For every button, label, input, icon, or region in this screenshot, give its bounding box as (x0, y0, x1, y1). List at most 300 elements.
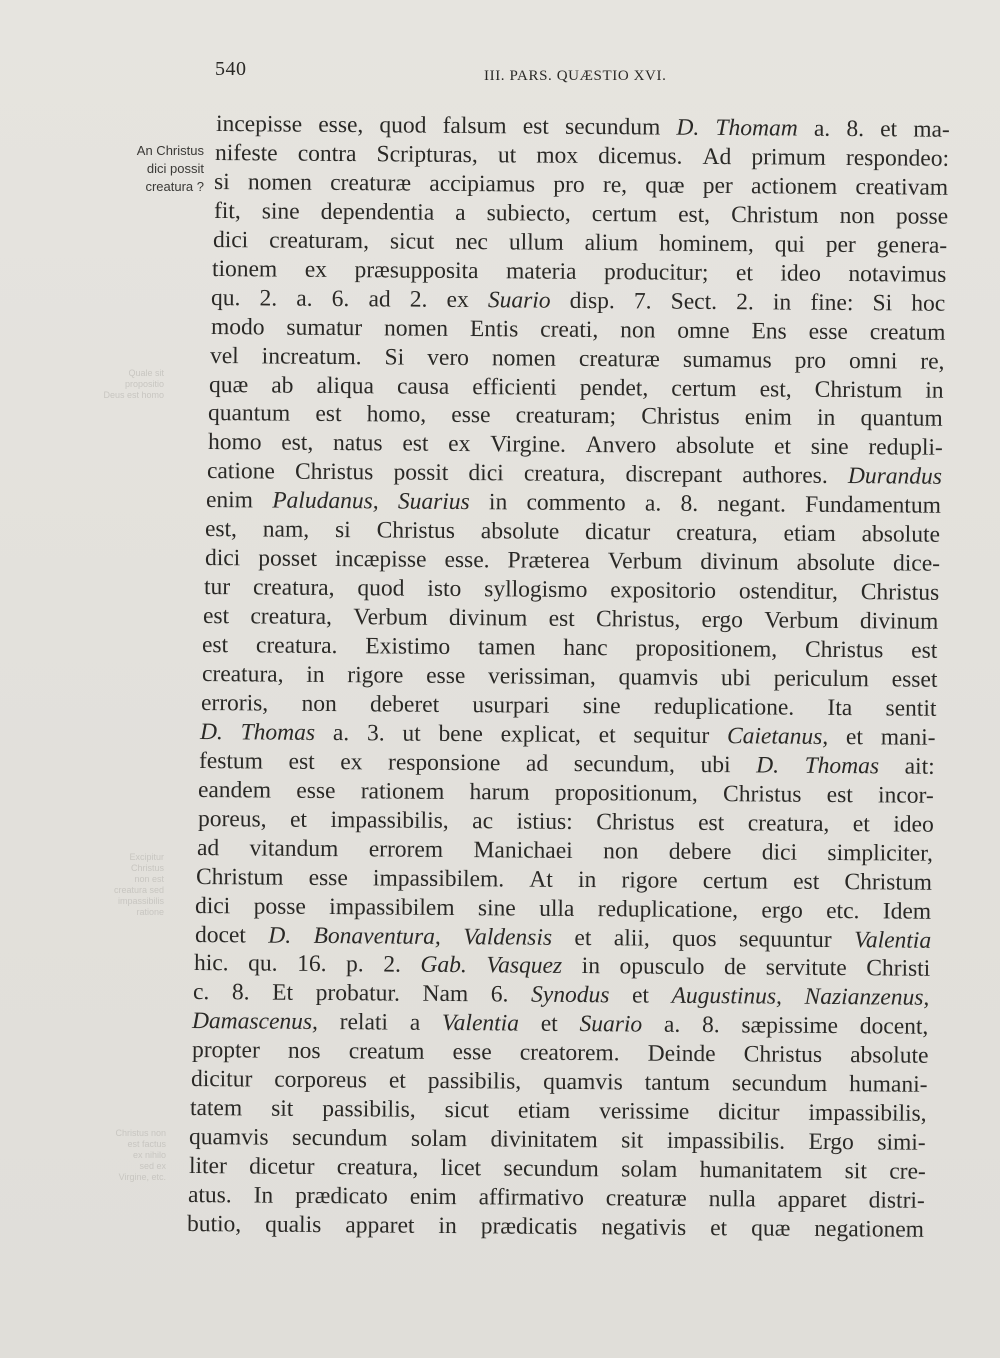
text-word: quamvis (617, 664, 698, 691)
bleed-through-line: Virgine, etc. (118, 1172, 166, 1182)
text-word: erroris, (200, 689, 269, 717)
text-word: licet (440, 1155, 481, 1182)
text-line (195, 892, 931, 926)
text-word: producitur; (604, 258, 709, 286)
text-word: per (703, 172, 734, 199)
text-word: creativam (855, 173, 949, 201)
text-word: fine: (810, 289, 854, 316)
text-word: Christum (814, 376, 903, 403)
text-word: humanitatem (699, 1157, 822, 1185)
text-word: mox (536, 142, 579, 169)
text-word: esset (891, 666, 938, 693)
text-word: certum (591, 200, 657, 228)
text-word: 8. (846, 115, 865, 143)
text-word: a. (296, 285, 314, 312)
text-word: syllogismo (483, 576, 588, 604)
text-word: a (410, 1010, 421, 1037)
text-word: dicemus. (598, 142, 683, 170)
text-word: Bonaventura, (313, 922, 441, 950)
text-word: ait: (904, 753, 936, 780)
text-word: vitandum (249, 835, 339, 862)
text-word: absolute (796, 549, 875, 577)
text-word: Scripturas, (376, 141, 479, 169)
text-word: quod (357, 575, 405, 602)
text-word: si (335, 517, 352, 544)
text-word: nulla (708, 1186, 756, 1213)
text-word: dici (195, 892, 231, 919)
bleed-through-line: propositio (124, 379, 164, 389)
text-word: propter (191, 1037, 260, 1064)
text-word: posse (895, 203, 948, 230)
text-word: ubi (720, 665, 751, 692)
text-word: verissime (599, 1098, 690, 1126)
text-line (216, 110, 950, 144)
text-line (201, 660, 937, 694)
text-word: est (315, 401, 343, 428)
text-word: est (522, 113, 549, 140)
text-word: absolute (849, 1042, 929, 1070)
text-word: certum (671, 375, 737, 402)
text-word: de (723, 954, 747, 981)
text-word: fit, (213, 197, 241, 225)
text-word: Manichaei (473, 836, 573, 864)
text-word: reduplicatione. (653, 693, 795, 721)
text-word: secundum (292, 1124, 388, 1152)
text-word: hic. (193, 950, 229, 977)
text-word: Ens (751, 317, 787, 345)
text-word: alium (584, 229, 639, 257)
text-word: impassibilis. (667, 1127, 786, 1155)
text-word: creaturam, (269, 227, 370, 255)
text-line (211, 284, 946, 318)
text-word: hanc (563, 634, 609, 662)
text-word: ma- (913, 116, 950, 143)
text-word: creatura, (250, 603, 333, 631)
text-word: in (925, 377, 944, 404)
text-word: sumatur (286, 314, 362, 341)
text-word: pro (794, 347, 827, 374)
text-line (214, 197, 948, 231)
text-word: 8. (680, 491, 699, 518)
text-word: et (540, 1011, 559, 1038)
text-word: Nam (422, 981, 469, 1008)
text-word: aliqua (316, 372, 375, 399)
text-word: Valentia (853, 926, 931, 954)
bleed-through-line: Christus (130, 863, 164, 873)
text-word: Valentia (442, 1010, 520, 1037)
text-word: D. (676, 114, 700, 141)
text-word: Ergo (808, 1129, 855, 1156)
text-word: a. (813, 115, 831, 142)
text-word: sine (582, 692, 621, 720)
text-word: secundum, (573, 750, 676, 778)
text-word: Christum (196, 863, 284, 891)
text-word: creatura, (201, 661, 284, 688)
text-word: Suarius (397, 488, 470, 516)
text-word: et (736, 259, 754, 286)
text-word: re, (920, 348, 945, 375)
text-word: errorem (368, 836, 444, 863)
text-word: et (289, 806, 307, 833)
text-word: est (401, 430, 429, 458)
text-word: præsupposita (354, 256, 479, 284)
text-word: catione (206, 458, 275, 485)
text-word: solam (620, 1156, 677, 1183)
text-line (188, 1152, 925, 1186)
text-word: quos (671, 925, 717, 952)
text-word: simi- (877, 1129, 927, 1156)
text-word: At (529, 866, 554, 893)
text-word: Durandus (847, 463, 942, 491)
text-word: est, (280, 429, 313, 457)
text-word: et (388, 1067, 406, 1094)
text-word: notavimus (848, 260, 947, 288)
text-word: Thomas (804, 752, 880, 780)
text-word: creatura, (523, 460, 606, 488)
text-word: Thomam (715, 114, 798, 142)
text-word: etiam (517, 1097, 571, 1125)
text-word: accipiamus (429, 170, 536, 198)
text-word: dici (761, 839, 798, 866)
text-word: tantum (644, 1069, 710, 1097)
text-word: 8. (702, 1012, 721, 1039)
text-word: explicat, (500, 721, 581, 748)
text-word: qu. (247, 950, 278, 978)
text-word: quantum (860, 405, 944, 433)
text-line (212, 255, 947, 289)
text-word: rigore (346, 662, 404, 689)
text-line (215, 139, 949, 173)
text-word: Existimo (365, 633, 451, 660)
text-word: Synodus (531, 982, 610, 1009)
text-word: eandem (198, 776, 272, 804)
text-word: passibilis, (427, 1068, 522, 1095)
text-word: Christus (595, 808, 675, 836)
text-word: in (438, 1212, 457, 1240)
text-word: ideo (780, 260, 822, 287)
text-word: servitute (765, 954, 847, 982)
text-word: creatum (869, 318, 946, 346)
text-word: creaturam; (515, 402, 617, 430)
text-word: affirmativo (478, 1184, 584, 1212)
text-word: pro (553, 171, 586, 198)
text-word: vel (209, 342, 239, 369)
text-word: incepisse (215, 111, 303, 138)
text-word: quod (379, 112, 427, 139)
text-word: Gab. (420, 952, 467, 979)
text-word: sicut (444, 1097, 490, 1124)
text-word: Christum (844, 868, 933, 896)
text-word: creatura, (336, 1154, 418, 1181)
text-word: docent, (860, 1013, 929, 1041)
text-word: creaturæ (330, 169, 412, 197)
text-word: creaturæ (605, 1185, 687, 1212)
text-word: secundum (731, 1070, 828, 1098)
text-word: enim (205, 487, 254, 514)
text-word: in (581, 953, 600, 980)
text-word: prædicato (294, 1182, 388, 1210)
text-word: non (839, 202, 875, 230)
text-word: ergo (761, 897, 804, 924)
text-word: etc. (826, 897, 860, 924)
text-word: Fundamentum (805, 492, 942, 520)
text-word: creatura, (747, 810, 830, 837)
bleed-through-line: non est (134, 874, 164, 884)
bleed-through-line: impassibilis (117, 896, 164, 906)
text-line (203, 602, 939, 636)
text-word: Entis (469, 315, 519, 343)
text-word: omni (848, 347, 898, 374)
text-word: sequitur (633, 722, 710, 749)
text-word: ab (271, 372, 294, 399)
text-word: est (288, 748, 315, 775)
text-word: Si (384, 343, 405, 371)
text-word: Augustinus, (671, 983, 783, 1011)
text-word: ut (498, 142, 517, 169)
text-word: vero (427, 344, 469, 371)
text-word: Virgine. (489, 431, 566, 459)
text-word: sine (478, 894, 517, 922)
text-word: ad (368, 285, 392, 313)
text-word: in (773, 289, 792, 316)
text-word: Christus (743, 1041, 822, 1069)
text-word: hominem, (658, 230, 754, 258)
text-word: incæpisse (334, 546, 427, 573)
text-word: secundum (564, 113, 661, 141)
text-word: rigore (621, 866, 678, 894)
text-word: enim (409, 1183, 457, 1211)
text-word: dici (468, 460, 504, 487)
text-word: solam (411, 1125, 468, 1153)
text-word: est (793, 868, 820, 895)
text-word: est (827, 781, 854, 808)
text-word: Christus (723, 780, 802, 808)
text-word: Verbum (353, 604, 428, 631)
text-word: mani- (880, 724, 936, 751)
text-word: opusculo (619, 953, 705, 981)
text-word: posset (257, 545, 317, 573)
text-word: tamen (478, 634, 536, 661)
text-word: dici (204, 545, 240, 572)
text-word: docet (194, 921, 246, 948)
text-word: Suario (579, 1011, 643, 1038)
text-word: nifeste (215, 139, 278, 167)
text-word: esse (451, 402, 491, 429)
bleed-through-line: creatura sed (113, 885, 164, 895)
text-word: esse (808, 318, 848, 345)
text-word: ut (402, 720, 421, 747)
text-word: sit (271, 1095, 294, 1123)
text-word: impassibilis, (808, 1100, 927, 1127)
text-word: absolute (861, 521, 941, 549)
text-word: Thomas (240, 719, 316, 746)
margin-note-line: An Christus (136, 143, 204, 158)
text-line (189, 1123, 926, 1157)
text-word: isto (427, 575, 462, 603)
text-word: a. (644, 490, 662, 517)
text-word: relati (339, 1009, 389, 1036)
text-word: Ad (702, 143, 732, 170)
text-word: est, (677, 201, 710, 228)
text-word: absolute (481, 518, 560, 546)
text-word: esse (452, 1039, 492, 1066)
text-word: in (488, 489, 508, 516)
text-word: et (573, 924, 592, 951)
text-word: esse (308, 864, 349, 891)
text-word: propositionum, (555, 779, 699, 807)
text-word: ac (471, 807, 493, 835)
text-word: nam, (263, 516, 310, 544)
text-word: est, (205, 516, 238, 543)
text-word: ad (526, 750, 549, 777)
text-word: istius: (516, 808, 573, 835)
text-word: dependentia (320, 198, 434, 226)
text-word: ergo (701, 607, 744, 634)
margin-note-line: creatura ? (145, 179, 204, 194)
page-number: 540 (215, 58, 247, 80)
text-word: esse (296, 777, 337, 804)
text-word: sentit (885, 695, 937, 722)
text-word: deberet (369, 691, 440, 718)
text-word: Caietanus, (726, 723, 829, 750)
text-word: re, (603, 171, 628, 199)
text-word: Vasquez (486, 952, 563, 980)
text-word: 2. (383, 951, 401, 979)
text-word: creati, (539, 316, 599, 343)
bleed-through-line: est factus (127, 1139, 166, 1149)
text-word: Si (872, 289, 893, 317)
text-word: commento (526, 489, 626, 517)
text-word: sit (621, 1127, 644, 1154)
text-word: ullum (508, 229, 564, 256)
text-word: per (825, 231, 856, 258)
text-line (198, 776, 934, 810)
text-line (214, 168, 948, 202)
text-line (213, 226, 948, 260)
text-word: est (202, 603, 230, 630)
text-word: certum (702, 867, 769, 895)
text-word: enim (745, 404, 793, 432)
text-word: passibilis, (322, 1096, 416, 1123)
text-word: ex (304, 256, 328, 283)
text-word: ex (446, 286, 470, 313)
text-word: est (697, 809, 725, 836)
text-word: Nazianzenus, (804, 984, 930, 1012)
text-word: expositorio (609, 577, 716, 605)
bleed-through-line: Quale sit (128, 368, 164, 378)
text-word: homo (207, 429, 262, 456)
margin-note-line: dici possit (146, 161, 204, 176)
text-word: respondeo: (846, 144, 950, 172)
bleed-through-line: ex nihilo (132, 1150, 166, 1160)
text-word: nomen (248, 169, 313, 196)
bleed-through-line: sed ex (139, 1161, 166, 1171)
text-word: divinum (699, 549, 779, 576)
text-word: apparet (345, 1212, 415, 1239)
text-word: impassibilis, (330, 806, 449, 834)
text-word: subiecto, (486, 199, 571, 227)
text-word: periculum (773, 665, 869, 693)
text-word: c. (192, 979, 210, 1006)
text-word: prædicatis (480, 1213, 578, 1241)
text-word: natus (332, 430, 383, 457)
text-word: tionem (212, 255, 278, 283)
text-word: homo, (366, 401, 427, 429)
text-word: usurpari (472, 692, 550, 719)
text-word: harum (469, 778, 531, 806)
text-word: quæ (751, 1215, 791, 1242)
text-word: esse (425, 662, 465, 690)
text-line (200, 718, 936, 752)
text-word: Damascenus, (192, 1008, 319, 1036)
text-word: Anvero (585, 432, 656, 459)
text-word: ulla (539, 895, 575, 922)
text-word: Christi (866, 955, 931, 983)
text-word: pendet, (579, 374, 649, 401)
text-word: negativis (601, 1214, 687, 1241)
text-word: quantum (208, 400, 291, 428)
text-word: actionem (751, 173, 838, 200)
text-word: ostenditur, (738, 578, 838, 606)
text-word: discrepant (625, 461, 723, 489)
text-word: Christus (805, 636, 884, 664)
text-word: absolute (675, 433, 754, 460)
text-word: impassibilem. (373, 865, 505, 893)
text-line (187, 1210, 924, 1244)
text-word: qu. (211, 284, 241, 311)
text-word: 16. (296, 951, 327, 978)
text-word: debere (668, 838, 732, 865)
text-word: sit (844, 1158, 867, 1185)
text-word: materia (506, 258, 577, 285)
text-word: humani- (848, 1071, 928, 1099)
text-word: Christus (641, 403, 721, 431)
text-word: D. (756, 752, 780, 779)
text-word: est (202, 632, 229, 659)
text-word: tatem (189, 1095, 243, 1122)
text-word: distri- (868, 1187, 925, 1214)
text-word: 2. (736, 288, 755, 315)
text-word: secundum (502, 1155, 599, 1183)
text-word: 7. (634, 287, 653, 315)
text-word: contra (297, 140, 357, 168)
text-word: D. (267, 922, 291, 949)
text-word: sine (261, 198, 300, 225)
text-word: verissiman, (487, 663, 596, 691)
text-word: non (602, 837, 639, 865)
text-line (196, 863, 932, 897)
text-word: poreus, (197, 805, 267, 833)
text-word: Idem (883, 897, 932, 925)
text-word: et (880, 116, 898, 143)
text-word: Christus (294, 459, 374, 486)
text-line (201, 689, 937, 723)
text-word: authores. (741, 462, 828, 490)
text-word: posse (253, 893, 307, 920)
text-word: disp. (570, 287, 616, 314)
text-word: creatum (348, 1038, 425, 1066)
text-word: a. (332, 719, 350, 747)
text-word: propositionem, (635, 635, 778, 663)
text-word: apparet (777, 1186, 847, 1214)
text-line (202, 631, 938, 665)
text-word: Verbum (607, 548, 682, 575)
text-word: nomen (491, 344, 556, 372)
bleed-through-line: Deus est homo (103, 390, 164, 400)
text-word: responsione (388, 749, 501, 777)
text-word: Ita (827, 694, 853, 722)
text-word: creaturæ (578, 345, 660, 373)
